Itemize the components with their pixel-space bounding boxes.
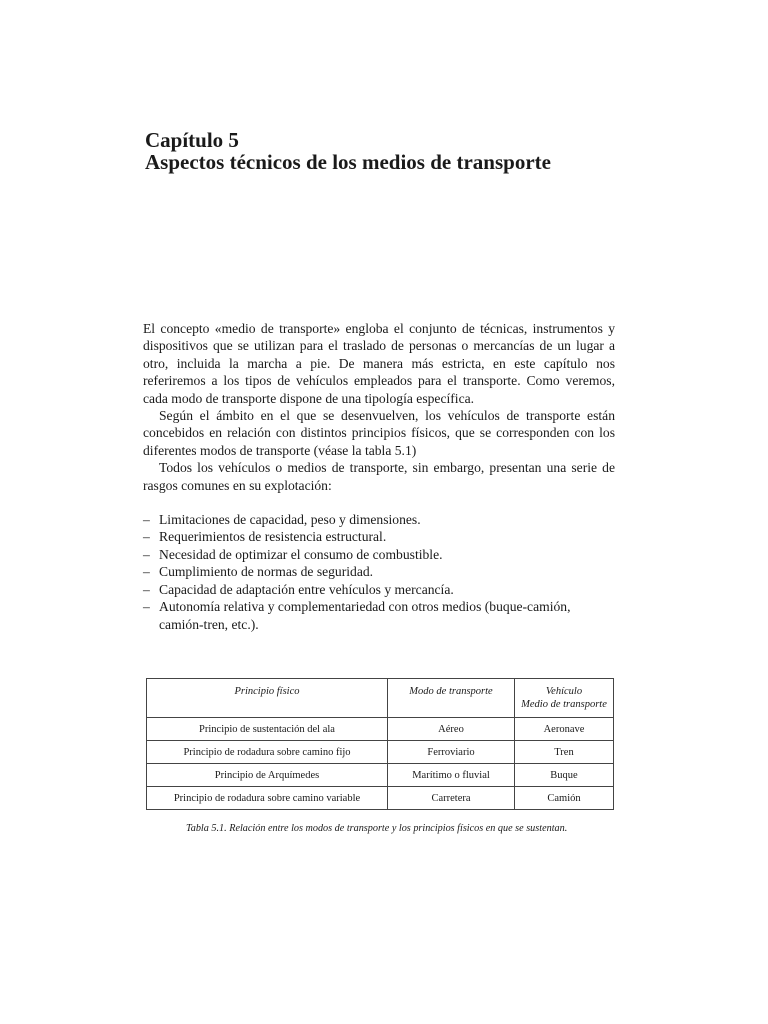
chapter-title: Aspectos técnicos de los medios de transporte	[145, 150, 551, 174]
chapter-number: Capítulo 5	[145, 128, 239, 152]
cell-vehicle: Tren	[515, 741, 614, 764]
list-item	[143, 511, 615, 528]
body-text	[143, 320, 615, 633]
table-caption: Tabla 5.1. Relación entre los modos de transporte y los principios físicos en que se sustentan.	[186, 823, 568, 834]
list-item	[143, 598, 615, 633]
paragraph-principles: Según el ámbito en el que se desenvuelven, los vehículos de transporte están concebidos en relación con distintos principios físicos, que se corresponden con los diferentes modos de transporte (véase la tabla 5.1)	[143, 408, 615, 458]
list-item-text: Capacidad de adaptación entre vehículos y mercancía.	[159, 581, 454, 597]
list-item	[143, 581, 615, 598]
table-row	[147, 787, 614, 810]
header-transport-mode: Modo de transporte	[388, 679, 515, 718]
list-item	[143, 546, 615, 563]
cell-vehicle: Camión	[515, 787, 614, 810]
cell-principle: Principio de Arquímedes	[147, 764, 388, 787]
bullet-dash: –	[143, 599, 150, 615]
cell-mode: Aéreo	[388, 718, 515, 741]
bullet-dash: –	[143, 564, 150, 580]
list-item-text: Cumplimiento de normas de seguridad.	[159, 564, 374, 580]
paragraph-common-traits: Todos los vehículos o medios de transporte, sin embargo, presentan una serie de rasgos comunes en su explotación:	[143, 460, 615, 493]
cell-principle: Principio de rodadura sobre camino variable	[147, 787, 388, 810]
table-header-row	[147, 679, 614, 718]
paragraph-intro: El concepto «medio de transporte» engloba el conjunto de técnicas, instrumentos y dispositivos que se utilizan para el traslado de personas o mercancías de un lugar a otro, incluida la marcha a pie. De manera más estricta, en este capítulo nos referiremos a los tipos de vehículos empleados para el transporte. Como veremos, cada modo de transporte dispone de una tipología específica.	[143, 321, 615, 406]
transport-principles-table	[146, 678, 614, 810]
bullet-dash: –	[143, 546, 150, 562]
bullet-dash: –	[143, 581, 150, 597]
cell-vehicle: Aeronave	[515, 718, 614, 741]
cell-principle: Principio de rodadura sobre camino fijo	[147, 741, 388, 764]
table-row	[147, 718, 614, 741]
bullet-dash: –	[143, 512, 150, 528]
list-item-text: Necesidad de optimizar el consumo de combustible.	[159, 546, 443, 562]
bullet-dash: –	[143, 529, 150, 545]
cell-mode: Marítimo o fluvial	[388, 764, 515, 787]
traits-list	[143, 511, 615, 633]
header-vehicle-line2: Medio de transporte	[521, 699, 607, 710]
table-row	[147, 764, 614, 787]
cell-principle: Principio de sustentación del ala	[147, 718, 388, 741]
list-item-text: Requerimientos de resistencia estructural.	[159, 529, 387, 545]
header-vehicle-line1: Vehículo	[545, 686, 583, 697]
list-item-text: Limitaciones de capacidad, peso y dimensiones.	[159, 512, 421, 528]
table-row	[147, 741, 614, 764]
header-vehicle	[515, 679, 614, 718]
cell-vehicle: Buque	[515, 764, 614, 787]
header-physical-principle: Principio físico	[147, 679, 388, 718]
cell-mode: Carretera	[388, 787, 515, 810]
cell-mode: Ferroviario	[388, 741, 515, 764]
list-item-text: Autonomía relativa y complementariedad con otros medios (buque-camión, camión-tren, etc.).	[159, 599, 571, 632]
list-item	[143, 563, 615, 580]
list-item	[143, 528, 615, 545]
